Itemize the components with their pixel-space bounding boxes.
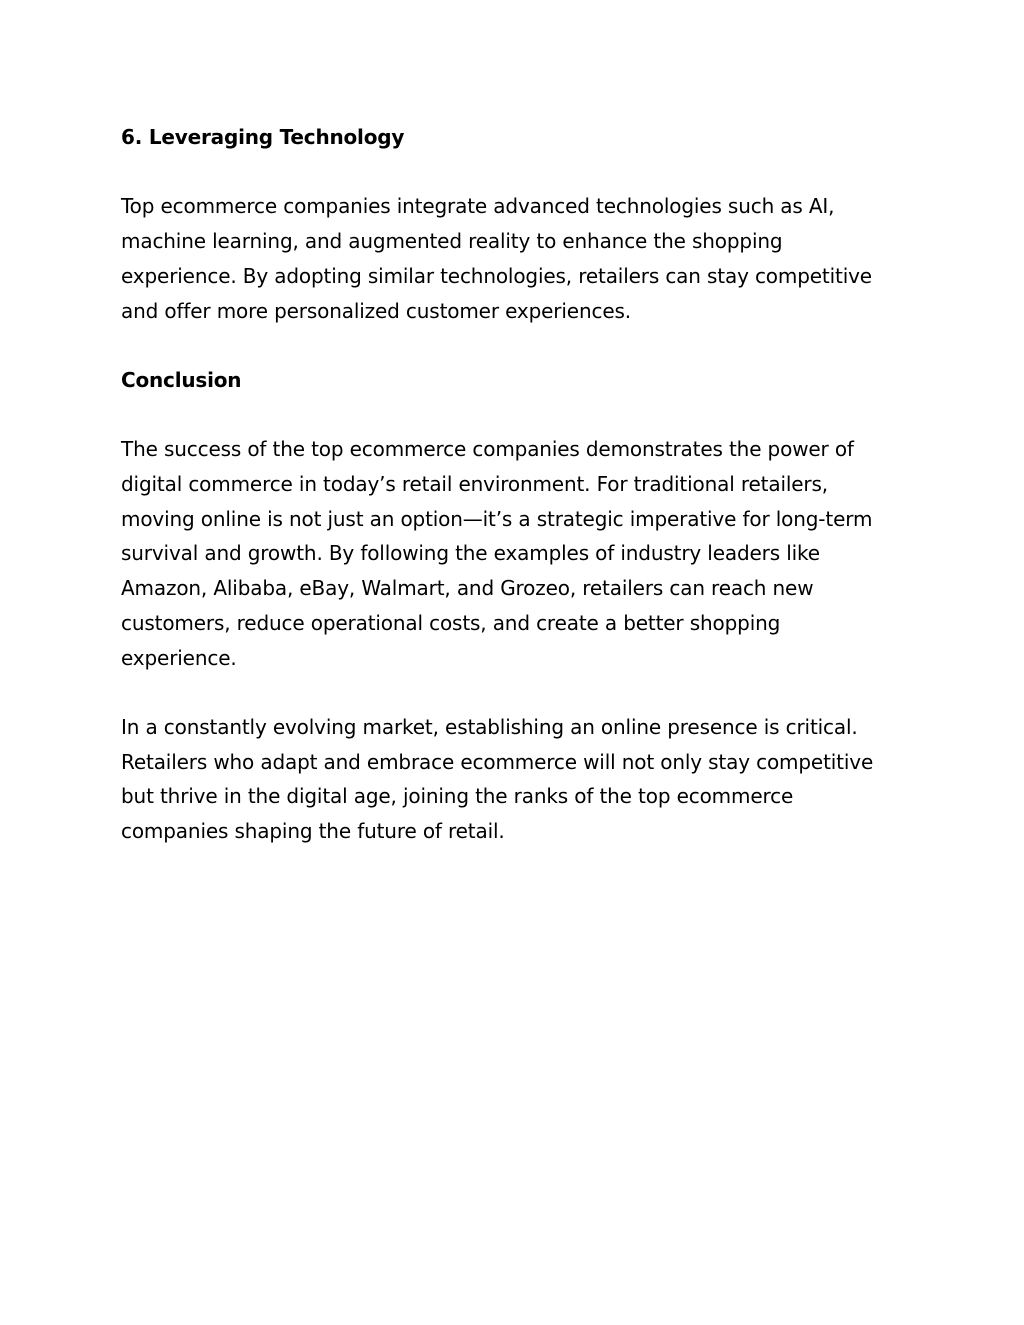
paragraph-technology: Top ecommerce companies integrate advanced technologies such as AI, machine learning, and augmented reality to enhance the shopping experience. By adopting similar technologies, retailers can stay competitive and offer more personalized customer experiences.	[121, 194, 872, 323]
paragraph-conclusion-2: In a constantly evolving market, establishing an online presence is critical. Retailers who adapt and embrace ecommerce will not only stay competitive but thrive in the digital age, joining the ranks of the top ecommerce companies shaping the future of retail.	[121, 714, 874, 843]
section-heading-conclusion: Conclusion	[121, 367, 242, 392]
paragraph-conclusion-1: The success of the top ecommerce companies demonstrates the power of digital commerce in today’s retail environment. For traditional retailers, moving online is not just an option—it’s a strategic imperative for long-term survival and growth. By following the examples of industry leaders like Amazon, Alibaba, eBay, Walmart, and Grozeo, retailers can reach new customers, reduce operational costs, and create a better shopping experience.	[121, 437, 873, 670]
document-body	[121, 120, 901, 849]
section-heading-leveraging-technology: 6. Leveraging Technology	[121, 125, 405, 149]
